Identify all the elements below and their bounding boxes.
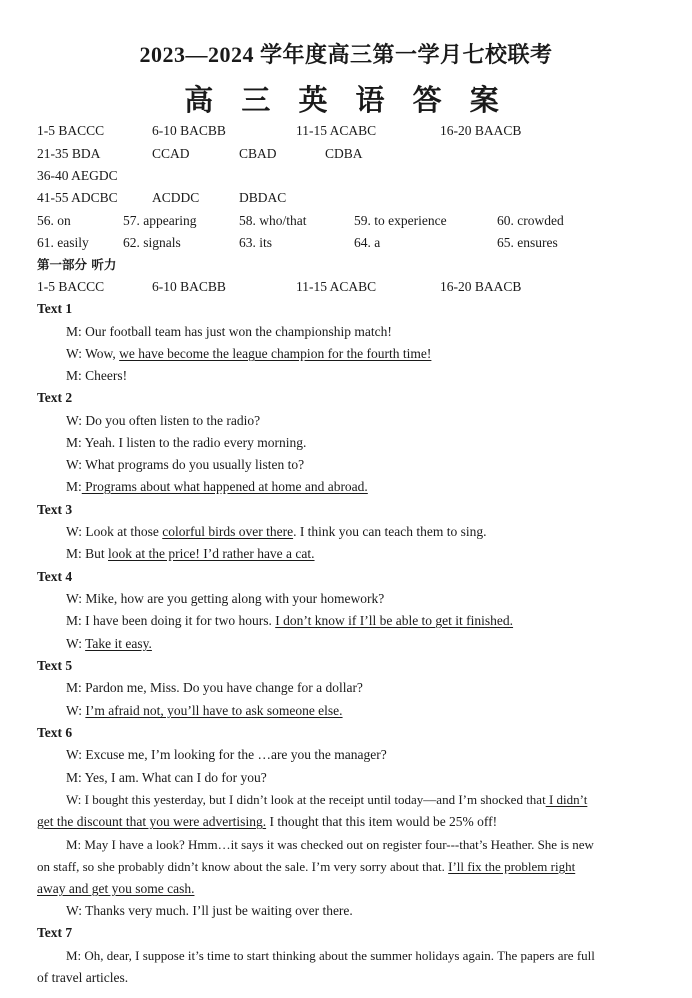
- text-6-line-3: [66, 792, 587, 808]
- text-3-line-2: [66, 546, 315, 562]
- text-4-label: Text 4: [37, 569, 73, 584]
- text-1-label: Text 1: [37, 301, 73, 316]
- text-2-line-4: [66, 479, 368, 495]
- speaker-text: M:: [66, 479, 82, 494]
- answer-key-24-27: CCAD: [152, 146, 190, 161]
- answer-key-41-45: 41-55 ADCBC: [37, 190, 118, 205]
- answer-61: 61. easily: [37, 235, 89, 250]
- underlined-key-phrase: I didn’t: [545, 792, 588, 807]
- underlined-key-phrase: we have become the league champion for the fourth time!: [119, 346, 432, 361]
- speaker-text: I thought that this item would be 25% off!: [266, 814, 498, 829]
- answer-key-6-10: 6-10 BACBB: [152, 123, 226, 138]
- answer-64: 64. a: [354, 235, 381, 250]
- text-6-line-2: M: Yes, I am. What can I do for you?: [66, 770, 267, 785]
- section-heading-listening: 第一部分 听力: [37, 257, 117, 272]
- speaker-text: M: I have been doing it for two hours.: [66, 613, 276, 628]
- text-7-line-2: of travel articles.: [37, 970, 129, 985]
- answer-key-32-35: CDBA: [325, 146, 363, 161]
- text-7-label: Text 7: [37, 925, 73, 940]
- text-2-line-3: W: What programs do you usually listen to?: [66, 457, 305, 472]
- answer-key-21-25: 21-35 BDA: [37, 146, 101, 161]
- underlined-key-phrase: Take it easy.: [85, 636, 152, 651]
- answer-key-11-15: 11-15 ACABC: [296, 123, 377, 138]
- answer-63: 63. its: [239, 235, 273, 250]
- underlined-key-phrase: get the discount that you were advertising.: [37, 814, 267, 829]
- speaker-text: M: But: [66, 546, 109, 561]
- listening-answer-1-5: 1-5 BACCC: [37, 279, 105, 294]
- underlined-key-phrase: I’m afraid not, you’ll have to ask someone else.: [85, 703, 343, 718]
- text-5-line-1: M: Pardon me, Miss. Do you have change for a dollar?: [66, 680, 363, 695]
- answer-key-36-40: 36-40 AEGDC: [37, 168, 118, 183]
- answer-65: 65. ensures: [497, 235, 558, 250]
- text-2-line-1: W: Do you often listen to the radio?: [66, 413, 261, 428]
- answer-58: 58. who/that: [239, 213, 307, 228]
- answer-key-1-5: 1-5 BACCC: [37, 123, 105, 138]
- text-7-line-1: M: Oh, dear, I suppose it’s time to start thinking about the summer holidays again. The papers are full: [66, 948, 595, 963]
- speaker-text: W: I bought this yesterday, but I didn’t look at the receipt until today—and I’m shocked that: [66, 792, 546, 807]
- answer-62: 62. signals: [123, 235, 181, 250]
- exam-title: 2023—2024 学年度高三第一学月七校联考: [139, 42, 553, 67]
- speaker-text: . I think you can teach them to sing.: [293, 524, 487, 539]
- text-1-line-3: M: Cheers!: [66, 368, 128, 383]
- text-5-label: Text 5: [37, 658, 73, 673]
- text-4-line-2: [66, 613, 513, 629]
- answer-key-16-20: 16-20 BAACB: [440, 123, 522, 138]
- underlined-key-phrase: away and get you some cash.: [37, 881, 195, 896]
- underlined-key-phrase: colorful birds over there: [162, 524, 294, 539]
- text-6-line-5: M: May I have a look? Hmm…it says it was checked out on register four---that’s Heather. She is new: [66, 837, 594, 852]
- text-5-line-2: [66, 703, 343, 719]
- text-6-line-8: W: Thanks very much. I’ll just be waiting over there.: [66, 903, 353, 918]
- underlined-key-phrase: I don’t know if I’ll be able to get it finished.: [275, 613, 514, 628]
- listening-answer-11-15: 11-15 ACABC: [296, 279, 377, 294]
- text-2-line-2: M: Yeah. I listen to the radio every morning.: [66, 435, 307, 450]
- listening-answer-16-20: 16-20 BAACB: [440, 279, 522, 294]
- underlined-key-phrase: I’ll fix the problem right: [448, 859, 576, 874]
- document-title: 高 三 英 语 答 案: [184, 83, 508, 117]
- answer-60: 60. crowded: [497, 213, 564, 228]
- answer-key-28-31: CBAD: [239, 146, 277, 161]
- speaker-text: W: Look at those: [66, 524, 163, 539]
- listening-answer-6-10: 6-10 BACBB: [152, 279, 226, 294]
- text-6-label: Text 6: [37, 725, 73, 740]
- answer-59: 59. to experience: [354, 213, 447, 228]
- text-2-label: Text 2: [37, 390, 73, 405]
- text-1-line-2: [66, 346, 431, 362]
- answer-key-46-50: ACDDC: [152, 190, 200, 205]
- speaker-text: W: Wow,: [66, 346, 120, 361]
- text-4-line-1: W: Mike, how are you getting along with your homework?: [66, 591, 385, 606]
- answer-key-51-55: DBDAC: [239, 190, 287, 205]
- underlined-key-phrase: look at the price! I’d rather have a cat.: [108, 546, 315, 561]
- text-3-label: Text 3: [37, 502, 73, 517]
- text-1-line-1: M: Our football team has just won the championship match!: [66, 324, 392, 339]
- speaker-text: W:: [66, 636, 86, 651]
- text-4-line-3: [66, 636, 152, 652]
- speaker-text: on staff, so she probably didn’t know about the sale. I’m very sorry about that.: [37, 859, 449, 874]
- text-6-line-7: [37, 881, 194, 897]
- answer-57: 57. appearing: [123, 213, 197, 228]
- text-6-line-1: W: Excuse me, I’m looking for the …are you the manager?: [66, 747, 387, 762]
- text-6-line-6: [37, 859, 575, 875]
- answer-56: 56. on: [37, 213, 71, 228]
- underlined-key-phrase: Programs about what happened at home and abroad.: [81, 479, 368, 494]
- text-3-line-1: [66, 524, 487, 540]
- speaker-text: W:: [66, 703, 86, 718]
- text-6-line-4: [37, 814, 497, 830]
